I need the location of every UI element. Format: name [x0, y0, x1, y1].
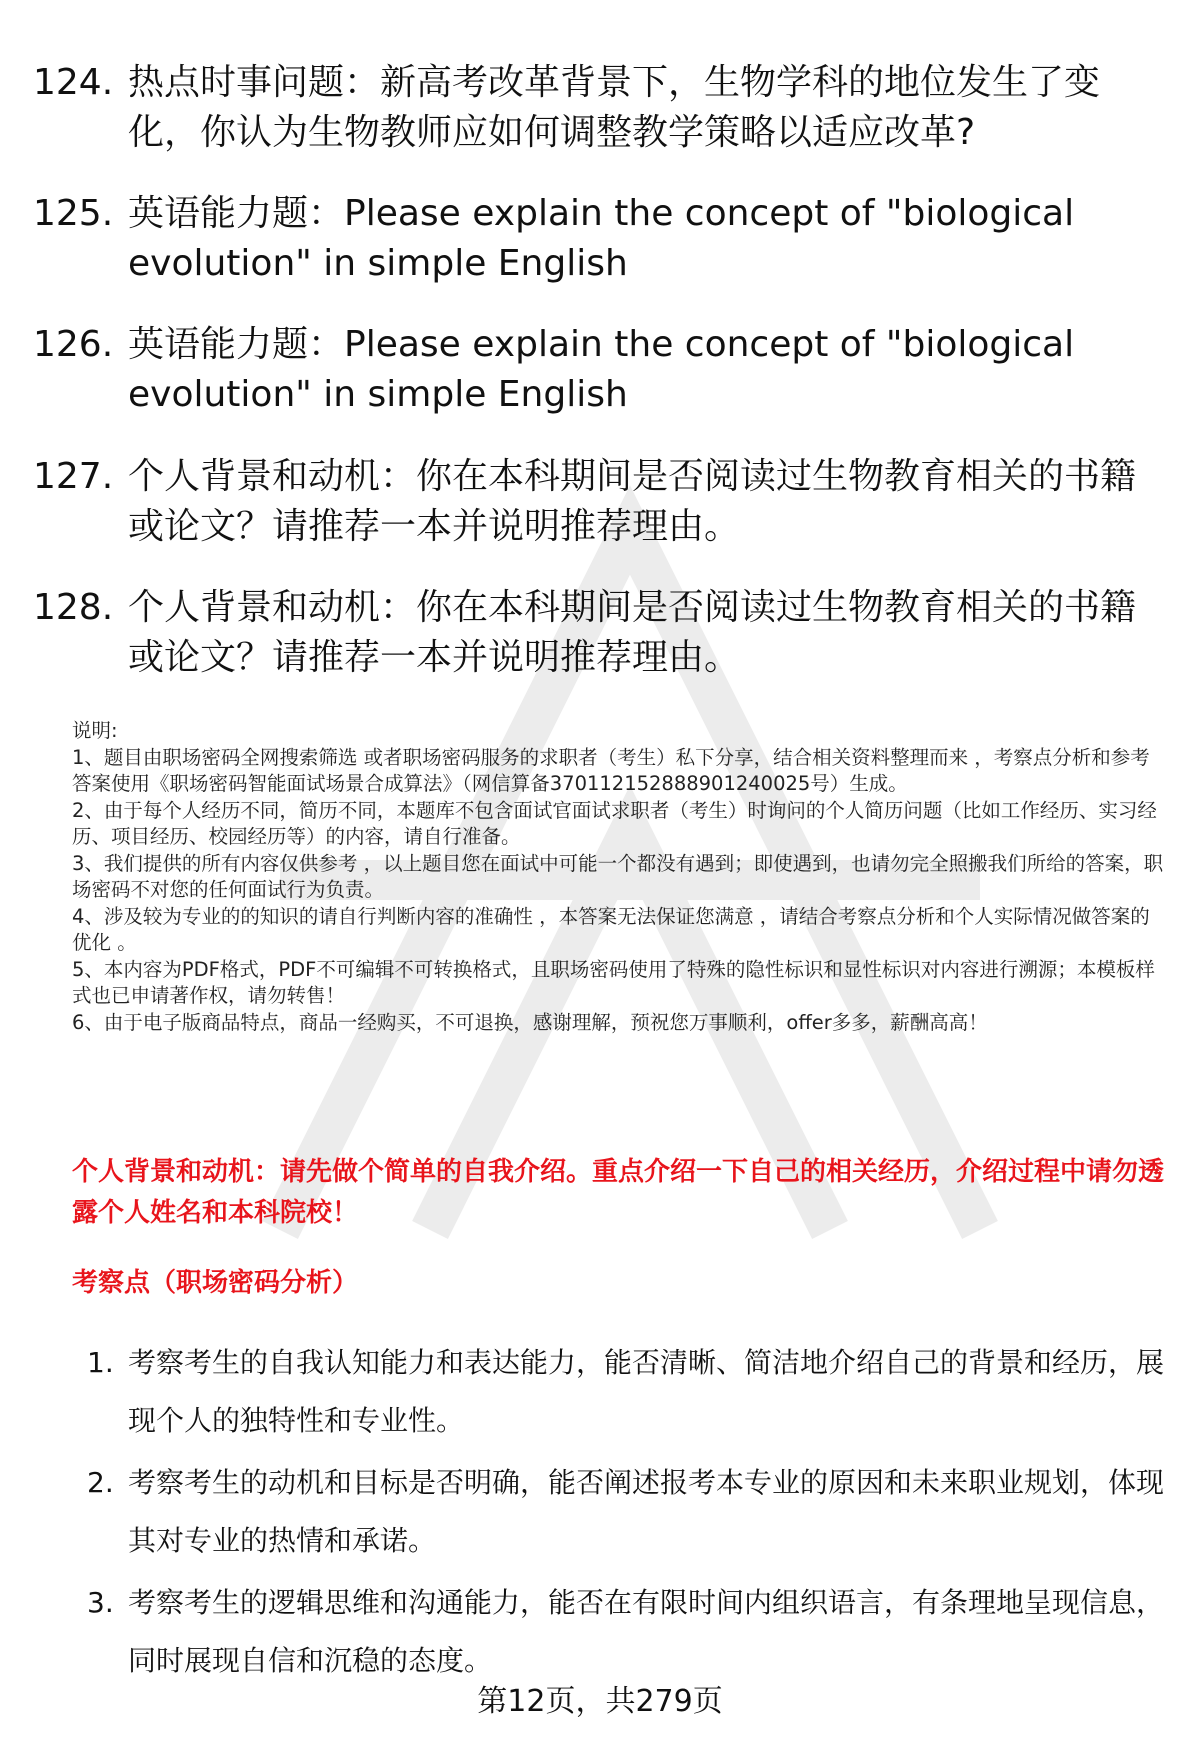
question-number: 127. [33, 456, 114, 497]
point-item [87, 1334, 1167, 1450]
question-item [33, 320, 1163, 420]
notes-title: 说明: [72, 719, 118, 742]
question-number: 128. [33, 587, 114, 628]
point-number: 2. [87, 1466, 114, 1499]
question-number: 126. [33, 324, 114, 365]
point-text: 考察考生的自我认知能力和表达能力，能否清晰、简洁地介绍自己的背景和经历，展现个人的独特性和专业性。 [128, 1346, 1165, 1437]
question-number: 125. [33, 193, 114, 234]
note-item: 5、本内容为PDF格式，PDF不可编辑不可转换格式，且职场密码使用了特殊的隐性标识和显性标识对内容进行溯源；本模板样式也已申请著作权，请勿转售！ [72, 957, 1155, 1007]
notes-section [72, 718, 1167, 1036]
question-number: 124. [33, 62, 114, 103]
point-number: 1. [87, 1346, 114, 1379]
question-text: 英语能力题：Please explain the concept of "biological evolution" in simple English [128, 193, 1075, 284]
point-number: 3. [87, 1586, 114, 1619]
point-text: 考察考生的动机和目标是否明确，能否阐述报考本专业的原因和未来职业规划，体现其对专业的热情和承诺。 [128, 1466, 1165, 1557]
note-item: 3、我们提供的所有内容仅供参考 ，以上题目您在面试中可能一个都没有遇到；即使遇到，也请勿完全照搬我们所给的答案，职场密码不对您的任何面试行为负责。 [72, 851, 1164, 901]
question-text: 个人背景和动机：你在本科期间是否阅读过生物教育相关的书籍或论文？请推荐一本并说明推荐理由。 [128, 587, 1137, 678]
points-list [87, 1334, 1167, 1694]
note-item: 2、由于每个人经历不同，简历不同，本题库不包含面试官面试求职者（考生）时询问的个人简历问题（比如工作经历、实习经历、项目经历、校园经历等）的内容，请自行准备。 [72, 798, 1157, 848]
note-item: 1、题目由职场密码全网搜索筛选 或者职场密码服务的求职者（考生）私下分享，结合相关资料整理而来 ，考察点分析和参考答案使用《职场密码智能面试场景合成算法》（网信算备370112152888901240025号）生成。 [72, 745, 1150, 795]
question-item [33, 452, 1163, 552]
page-footer: 第12页，共279页 [477, 1684, 723, 1719]
point-item [87, 1454, 1167, 1570]
point-item [87, 1574, 1167, 1690]
note-item: 6、由于电子版商品特点，商品一经购买，不可退换，感谢理解，预祝您万事顺利，offer多多，薪酬高高！ [72, 1010, 988, 1034]
point-text: 考察考生的逻辑思维和沟通能力，能否在有限时间内组织语言，有条理地呈现信息，同时展现自信和沉稳的态度。 [128, 1586, 1165, 1677]
question-item [33, 583, 1163, 683]
question-text: 英语能力题：Please explain the concept of "biological evolution" in simple English [128, 324, 1075, 415]
question-text: 热点时事问题：新高考改革背景下，生物学科的地位发生了变化，你认为生物教师应如何调整教学策略以适应改革? [128, 62, 1101, 153]
note-item: 4、涉及较为专业的的知识的请自行判断内容的准确性 ，本答案无法保证您满意 ，请结合考察点分析和个人实际情况做答案的优化 。 [72, 904, 1150, 954]
question-text: 个人背景和动机：你在本科期间是否阅读过生物教育相关的书籍或论文？请推荐一本并说明推荐理由。 [128, 456, 1137, 547]
question-item [33, 189, 1163, 289]
question-item [33, 58, 1163, 158]
section-heading: 考察点（职场密码分析） [72, 1268, 359, 1298]
section-question: 个人背景和动机：请先做个简单的自我介绍。重点介绍一下自己的相关经历，介绍过程中请勿透露个人姓名和本科院校！ [72, 1157, 1165, 1228]
